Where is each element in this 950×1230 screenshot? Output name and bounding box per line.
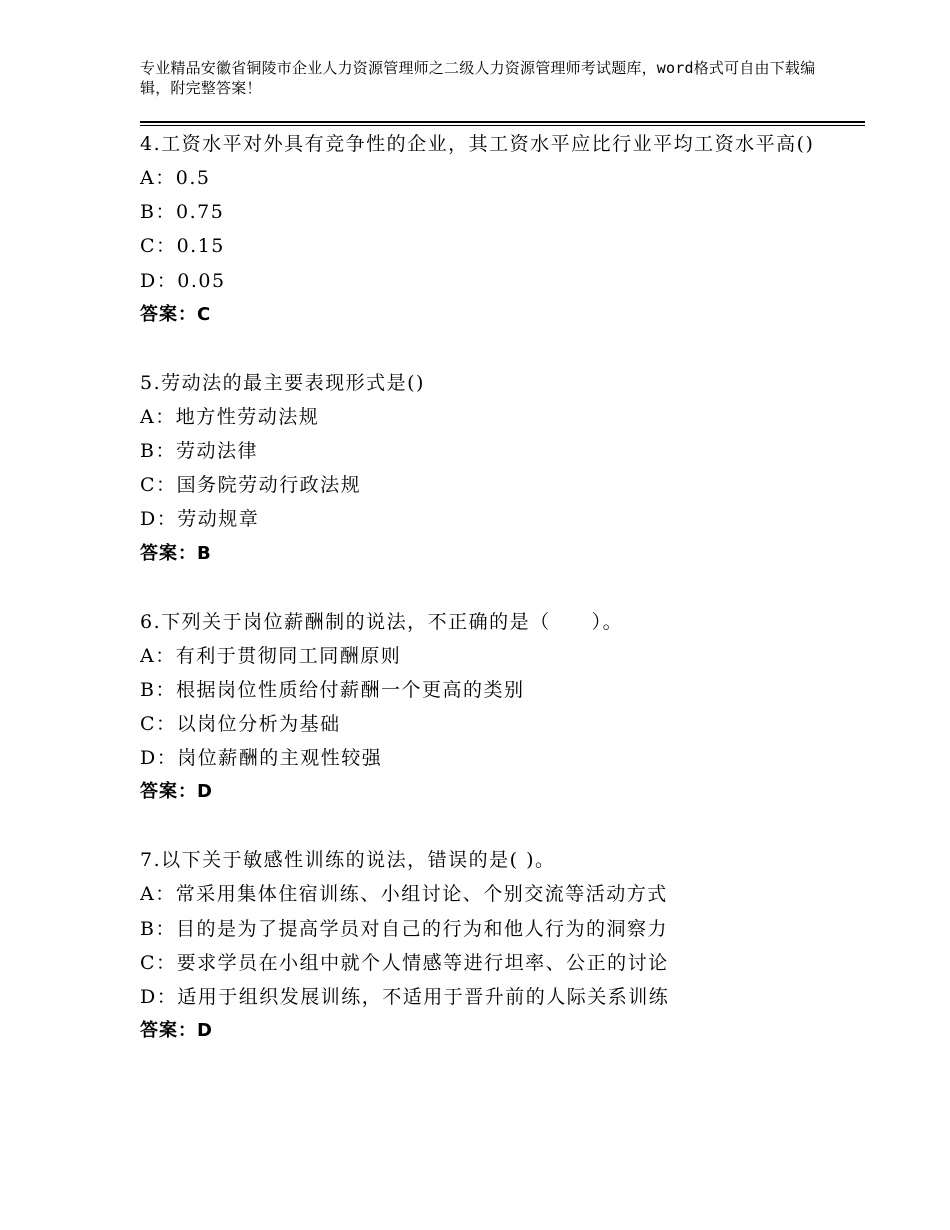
option-key: B — [140, 440, 156, 463]
answer-line — [140, 298, 865, 332]
option-key: A — [140, 405, 156, 428]
answer-value: C — [197, 303, 212, 325]
option-b: B：劳动法律 — [140, 440, 258, 463]
answer-line — [140, 775, 865, 809]
option-b: B：目的是为了提高学员对自己的行为和他人行为的洞察力 — [140, 917, 668, 940]
option-key: B — [140, 917, 156, 940]
answer-line — [140, 1014, 865, 1048]
question-6 — [140, 605, 865, 810]
answer-value: B — [197, 542, 212, 564]
question-list — [140, 127, 865, 1048]
option-key: C — [140, 474, 157, 497]
answer-label: 答案： — [140, 303, 197, 325]
option-a: A：常采用集体住宿训练、小组讨论、个别交流等活动方式 — [140, 883, 668, 906]
option-key: A — [140, 883, 156, 906]
answer-value: D — [197, 1020, 213, 1042]
option-key: A — [140, 644, 156, 667]
option-c: C：0.15 — [140, 235, 225, 258]
question-stem: 7.以下关于敏感性训练的说法，错误的是( )。 — [140, 849, 556, 872]
question-5 — [140, 366, 865, 571]
option-d: D：0.05 — [140, 269, 226, 292]
option-a: A：0.5 — [140, 167, 211, 189]
document-header — [140, 58, 830, 98]
question-spacer — [140, 332, 865, 366]
question-spacer — [140, 809, 865, 843]
option-d: D：劳动规章 — [140, 508, 260, 531]
option-key: A — [140, 167, 156, 189]
question-stem: 4.工资水平对外具有竞争性的企业，其工资水平应比行业平均工资水平高() — [140, 133, 815, 155]
option-value: 要求学员在小组中就个人情感等进行坦率、公正的讨论 — [176, 951, 669, 974]
option-d: D：适用于组织发展训练，不适用于晋升前的人际关系训练 — [140, 986, 670, 1009]
option-a: A：有利于贯彻同工同酬原则 — [140, 644, 402, 667]
option-value: 根据岗位性质给付薪酬一个更高的类别 — [175, 678, 525, 701]
answer-value: D — [197, 781, 213, 803]
option-key: B — [140, 201, 156, 224]
option-key: C — [140, 713, 157, 736]
question-spacer — [140, 571, 865, 605]
option-key: D — [140, 747, 157, 770]
header-divider-thick — [140, 121, 865, 123]
option-key: D — [140, 269, 157, 292]
question-4 — [140, 127, 865, 332]
option-value: 岗位薪酬的主观性较强 — [177, 747, 383, 770]
option-key: D — [140, 986, 157, 1009]
option-value: 目的是为了提高学员对自己的行为和他人行为的洞察力 — [175, 917, 668, 940]
option-value: 0.15 — [176, 235, 225, 258]
option-key: D — [140, 508, 157, 531]
option-value: 0.5 — [175, 167, 211, 189]
option-value: 适用于组织发展训练，不适用于晋升前的人际关系训练 — [177, 986, 670, 1009]
question-stem: 5.劳动法的最主要表现形式是() — [140, 371, 425, 394]
option-value: 有利于贯彻同工同酬原则 — [175, 644, 402, 667]
option-b: B：0.75 — [140, 201, 225, 224]
option-c: C：以岗位分析为基础 — [140, 713, 341, 736]
option-key: C — [140, 951, 157, 974]
option-value: 地方性劳动法规 — [175, 405, 320, 428]
option-value: 0.05 — [177, 269, 226, 292]
option-d: D：岗位薪酬的主观性较强 — [140, 747, 383, 770]
option-value: 0.75 — [175, 201, 225, 224]
question-7 — [140, 843, 865, 1048]
answer-label: 答案： — [140, 781, 197, 803]
option-c: C：国务院劳动行政法规 — [140, 474, 362, 497]
header-divider-thin — [140, 125, 865, 126]
option-value: 常采用集体住宿训练、小组讨论、个别交流等活动方式 — [175, 883, 668, 906]
option-a: A：地方性劳动法规 — [140, 405, 320, 428]
option-c: C：要求学员在小组中就个人情感等进行坦率、公正的讨论 — [140, 951, 669, 974]
answer-label: 答案： — [140, 1020, 197, 1042]
option-b: B：根据岗位性质给付薪酬一个更高的类别 — [140, 678, 525, 701]
option-value: 以岗位分析为基础 — [176, 713, 341, 736]
answer-line — [140, 537, 865, 571]
header-text: 专业精品安徽省铜陵市企业人力资源管理师之二级人力资源管理师考试题库，word格式可自由下载编辑，附完整答案！ — [140, 59, 816, 97]
option-key: C — [140, 235, 157, 258]
option-value: 劳动规章 — [177, 508, 260, 531]
option-key: B — [140, 678, 156, 701]
option-value: 劳动法律 — [175, 440, 258, 463]
option-value: 国务院劳动行政法规 — [176, 474, 362, 497]
question-stem: 6.下列关于岗位薪酬制的说法，不正确的是（ ）。 — [140, 610, 624, 633]
answer-label: 答案： — [140, 542, 197, 564]
